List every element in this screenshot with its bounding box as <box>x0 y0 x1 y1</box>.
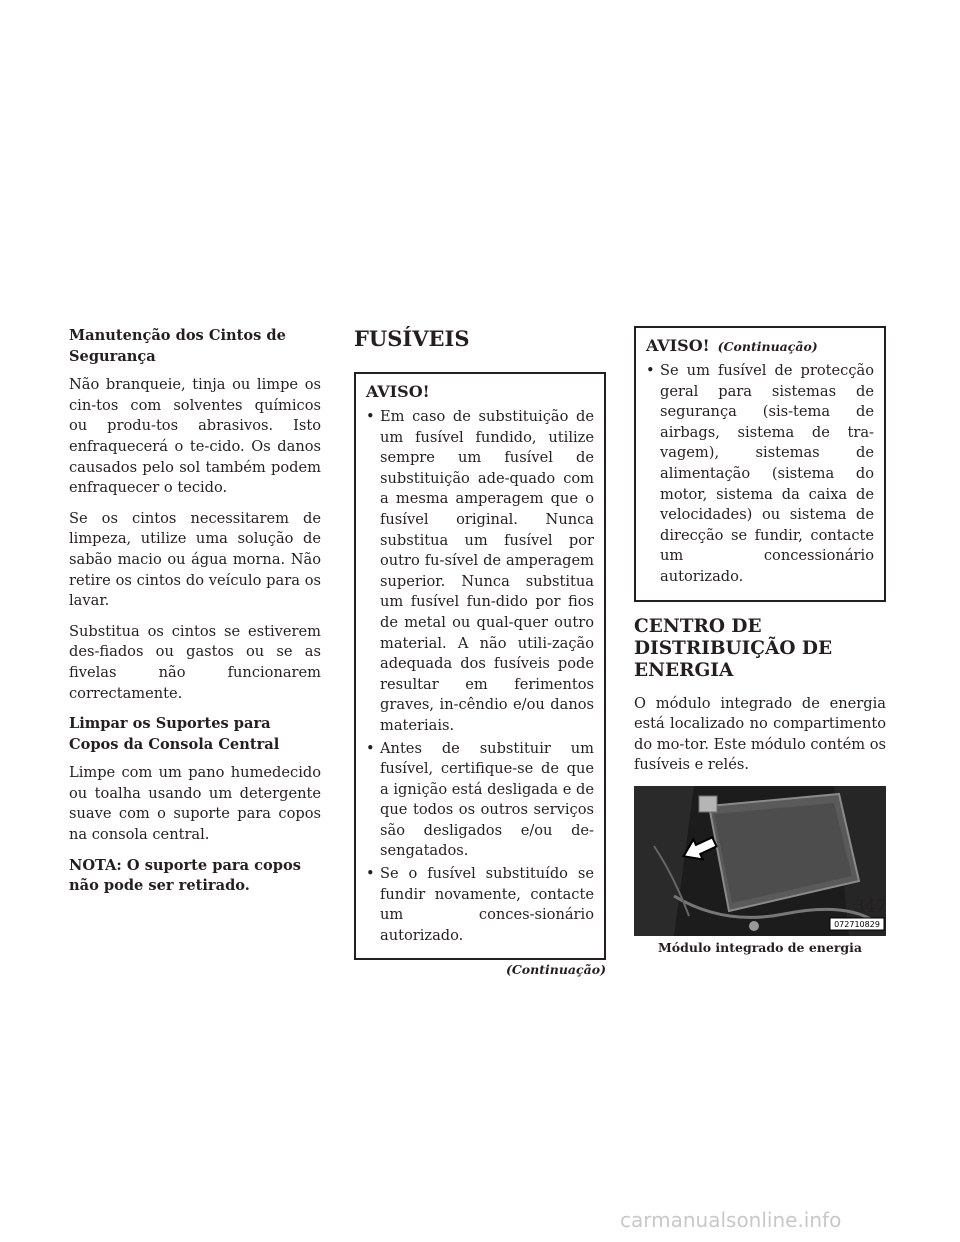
warning-list <box>646 361 874 588</box>
warning-bullet: • Se um fusível de protecção geral para sistemas de segurança (sis-tema de airbags, sistema de tra-vagem), sistemas de alimentação (sistema do motor, sistema da caixa de velocidades) ou sistema de direcção se fundir, contacte um concessionário autorizado. <box>646 361 874 588</box>
paragraph: Se os cintos necessitarem de limpeza, utilize uma solução de sabão macio ou água morna. Não retire os cintos do veículo para os lavar. <box>69 509 321 610</box>
left-column <box>69 326 321 907</box>
paragraph: Limpe com um pano humedecido ou toalha usando um detergente suave com o suporte para copos na consola central. <box>69 764 321 844</box>
watermark: carmanualsonline.info <box>620 1208 842 1232</box>
continued-note: (Continuação) <box>505 962 606 978</box>
section-title-fuses: FUSÍVEIS <box>354 326 470 351</box>
paragraph: O módulo integrado de energia está localizado no compartimento do mo-tor. Este módulo contém os fusíveis e relés. <box>634 694 886 774</box>
paragraph: Substitua os cintos se estiverem des-fiados ou gastos ou se as fivelas não funcionarem correctamente. <box>69 622 321 702</box>
paragraph: Não branqueie, tinja ou limpe os cin-tos com solventes químicos ou produ-tos abrasivos. Isto enfraquecerá o te-cido. Os danos causados pelo sol também podem enfraquecer o tecido. <box>69 376 321 497</box>
section-heading-seatbelt-maintenance: Manutenção dos Cintos de Segurança <box>69 327 286 365</box>
warning-box <box>354 372 606 960</box>
warning-title: AVISO! <box>366 382 430 401</box>
warning-bullet: • Se o fusível substituído se fundir novamente, contacte um conces-sionário autorizado. <box>366 864 594 946</box>
section-title-power-distribution: CENTRO DE DISTRIBUIÇÃO DE ENERGIA <box>634 615 833 681</box>
image-caption: Módulo integrado de energia <box>657 939 863 955</box>
warning-box-continued <box>634 326 886 602</box>
image-code: 072710829 <box>834 919 880 929</box>
section-heading-cupholders: Limpar os Suportes para Copos da Consola Central <box>69 715 280 753</box>
warning-continued-label: (Continuação) <box>717 339 818 354</box>
warning-title-text: AVISO! <box>646 336 710 355</box>
warning-bullet: • Em caso de substituição de um fusível fundido, utilize sempre um fusível de substituição ade-quado com a mesma amperagem que o fusível original. Nunca substitua um fusível por outro fu-sível de amperagem superior. Nunca substitua um fusível fun-dido por fios de metal ou qual-quer outro material. A não utili-zação adequada dos fusíveis pode resultar em ferimentos graves, in-cêndio e/ou danos materiais. <box>366 407 594 737</box>
middle-column <box>354 326 606 977</box>
warning-bullet: • Antes de substituir um fusível, certifique-se de que a ignição está desligada e de que todos os outros serviços são desligados e/ou de-sengatados. <box>366 739 594 863</box>
right-column <box>634 326 886 955</box>
power-module-photo <box>634 786 886 936</box>
warning-title <box>646 336 874 355</box>
note: NOTA: O suporte para copos não pode ser retirado. <box>69 856 301 895</box>
warning-list <box>366 407 594 946</box>
page-number: 347 <box>854 897 887 917</box>
